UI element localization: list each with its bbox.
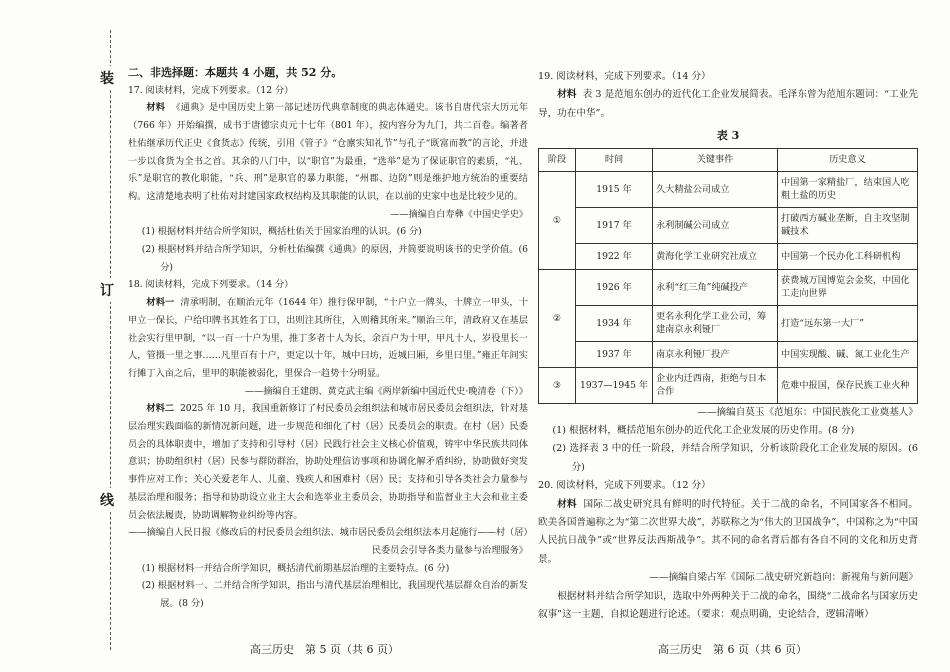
binding-dashed-line [110, 30, 111, 650]
q17-req-2: (2) 根据材料并结合所学知识，分析杜佑编撰《通典》的原因，并简要说明该书的史学价值。(6 分) [141, 244, 528, 273]
event-cell: 更名永利化学工业公司，筹建南京永利铔厂 [653, 305, 778, 341]
q19-material-text: 表 3 是范旭东创办的近代化工企业发展简表。毛泽东曾为范旭东题词：“工业先导，功在中华”。 [538, 89, 918, 119]
meaning-cell: 打破西方碱业垄断，自主攻坚制碱技术 [778, 207, 918, 243]
stage-cell: ① [539, 171, 576, 269]
q19-stem: 19. 阅读材料，完成下列要求。（14 分） [538, 71, 711, 82]
q18-m2-label: 材料二 [146, 403, 175, 415]
header-time: 时间 [576, 148, 653, 171]
q20-stem: 20. 阅读材料，完成下列要求。（12 分） [538, 480, 711, 492]
q17-material [128, 99, 528, 205]
table-row [539, 305, 918, 341]
binding-char-xian: 线 [100, 488, 114, 512]
time-cell: 1934 年 [576, 305, 653, 341]
time-cell: 1917 年 [576, 207, 653, 243]
q18-m1-label: 材料一 [146, 297, 175, 309]
q19-material-label: 材料 [557, 89, 577, 101]
q18-material-1 [128, 294, 528, 383]
table-row [539, 207, 918, 243]
event-cell: 久大精盐公司成立 [653, 171, 778, 207]
time-cell: 1926 年 [576, 269, 653, 305]
stage-cell: ③ [539, 367, 576, 403]
q18-stem: 18. 阅读材料，完成下列要求。（14 分） [128, 279, 294, 291]
event-cell: 永利“红三角”纯碱投产 [653, 269, 778, 305]
section-heading: 二、非选择题：本题共 4 小题，共 52 分。 [128, 66, 343, 79]
header-stage: 阶段 [539, 148, 576, 171]
q20-requirement: 根据材料并结合所学知识，选取中外两种关于二战的命名，围绕“二战命名与国家历史叙事”这一主题，自拟论题进行论述。（要求：观点明确，史论结合，逻辑清晰） [538, 590, 918, 621]
q17-source: ——摘编自白寿彝《中国史学史》 [390, 208, 528, 220]
q20-source: ——摘编自梁占军《国际二战史研究新趋向：新视角与新问题》 [649, 572, 918, 584]
time-cell: 1922 年 [576, 243, 653, 269]
time-cell: 1937 年 [576, 341, 653, 367]
meaning-cell: 打造“远东第一大厂” [778, 305, 918, 341]
q20-material-text: 国际二战史研究具有鲜明的时代特征。关于二战的命名，不同国家各不相同。欧美各国普遍称之为“第二次世界大战”，苏联称之为“伟大的卫国战争”，中国称之为“中国人民抗日战争”或“世界反法西斯战争”。其不同的命名背后都有各自不同的文化和历史背景。 [538, 498, 919, 565]
event-cell: 永利制碱公司成立 [653, 207, 778, 243]
table-row [539, 269, 918, 305]
q19-req-2: (2) 选择表 3 中的任一阶段，并结合所学知识，分析该阶段化工企业发展的原因。(6 分) [552, 443, 918, 473]
page-6-footer: 高三历史 第 6 页（共 6 页） [658, 643, 807, 656]
table-caption: 表 3 [716, 129, 740, 143]
binding-char-zhuang: 装 [100, 66, 114, 90]
q18-m1-source: ——摘编自王建朗、黄克武主编《两岸新编中国近代史·晚清卷（下）》 [244, 385, 528, 397]
page-5 [128, 64, 528, 613]
q18-material-2 [128, 400, 528, 524]
q18-req-2: (2) 根据材料一、二并结合所学知识，指出与清代基层治理相比，我国现代基层群众自治的新发展。(8 分) [141, 580, 528, 610]
q18-req-1: (1) 根据材料一并结合所学知识，概括清代前期基层治理的主要特点。(6 分) [141, 562, 450, 574]
meaning-cell: 中国第一家精盐厂，结束国人吃粗土盐的历史 [778, 171, 918, 207]
q19-req-1: (1) 根据材料，概括范旭东创办的近代化工企业发展的历史作用。(8 分) [552, 425, 855, 437]
q19-material [538, 86, 918, 123]
q18-m1-text: 清承明制，在顺治元年（1644 年）推行保甲制，“十户立一牌头，十牌立一甲头，十甲立一保长，户给印牌书其姓名丁口，出则注其所往，入则稽其所来。”顺治三年，清政府又在基层社会实行里甲制，“以一百一十户为里，推丁多者十人为长，余百户为十甲，甲凡十人，岁役里长一人，管摄一里之事……凡里百有十户，更定以十年，城中曰坊，近城曰厢，乡里曰里。”雍正年间实行摊丁入亩之后，里甲的职能被弱化，里保合一趋势十分明显。 [128, 297, 529, 379]
table-row [539, 243, 918, 269]
table-header-row [539, 148, 918, 171]
stage-cell: ② [539, 269, 576, 367]
header-event: 关键事件 [653, 148, 778, 171]
q20-material-label: 材料 [557, 498, 577, 510]
event-cell: 黄海化学工业研究社成立 [653, 243, 778, 269]
meaning-cell: 获费城万国博览会金奖，中国化工走向世界 [778, 269, 918, 305]
page-5-footer: 高三历史 第 5 页（共 6 页） [250, 643, 399, 656]
q19-source: ——摘编自莫玉《范旭东：中国民族化工业奠基人》 [697, 406, 918, 418]
table-row [539, 171, 918, 207]
q17-req-1: (1) 根据材料并结合所学知识，概括杜佑关于国家治理的认识。(6 分) [141, 226, 422, 238]
time-cell: 1915 年 [576, 171, 653, 207]
meaning-cell: 中国实现酸、碱、氮工业化生产 [778, 341, 918, 367]
q18-m2-text: 2025 年 10 月，我国重新修订了村民委员会组织法和城市居民委员会组织法，针对基层治理实践面临的新情况新问题，进一步规范和细化了村（居）民委员会的职责。在村（居）民委员会的具体职责中，增加了支持和引导村（居）民践行社会主义核心价值观，铸牢中华民族共同体意识；协助组织村（居）民参与群防群治，协助处理信访事项和协调化解矛盾纠纷，协助做好突发事件应对工作；关心关爱老年人、儿童、残疾人和困难村（居）民；支持和引导各类社会力量参与基层治理和服务；指导和协助设立业主大会和选举业主委员会，协助指导和监督业主大会和业主委员会依法履责，协助调解物业纠纷等内容。 [128, 403, 528, 521]
event-cell: 南京永利铔厂投产 [653, 341, 778, 367]
table-row [539, 341, 918, 367]
time-cell: 1937—1945 年 [576, 367, 653, 403]
q17-material-label: 材料 [146, 102, 166, 114]
q18-m2-source: ——摘编自人民日报《修改后的村民委员会组织法、城市居民委员会组织法本月起施行——村（居）民委员会引导各类力量参与治理服务》 [128, 527, 528, 556]
meaning-cell: 危难中报国，保存民族工业火种 [778, 367, 918, 403]
meaning-cell: 中国第一个民办化工科研机构 [778, 243, 918, 269]
q20-material [538, 496, 918, 570]
event-cell: 企业内迁西南，拒绝与日本合作 [653, 367, 778, 403]
q17-material-text: 《通典》是中国历史上第一部记述历代典章制度的典志体通史。该书自唐代宗大历元年（766 年）开始编撰，成书于唐德宗贞元十七年（801 年），按内容分为九门，共二百卷。编著者杜佑继承历代正史《食货志》传统，引用《管子》“仓廪实知礼节”与孔子“既富而教”的言论，并进一步以食货为全书之首。其余的八门中，以“职官”为最重，“选举”是为了保证职官的素质，“礼、乐”是职官的教化职能，“兵、刑”是职官的暴力职能，“州郡、边防”则是维护地方统治的重要结构。这清楚地表明了杜佑对封建国家政权结构及其职能的认识，在以前的史家中也是比较少见的。 [128, 102, 529, 202]
binding-char-ding: 订 [100, 278, 114, 302]
header-meaning: 历史意义 [778, 148, 918, 171]
page-6 [538, 68, 918, 625]
q17-stem: 17. 阅读材料，完成下列要求。（12 分） [128, 84, 294, 96]
table-row [539, 367, 918, 403]
enterprise-table [538, 148, 918, 404]
binding-margin [0, 0, 118, 672]
